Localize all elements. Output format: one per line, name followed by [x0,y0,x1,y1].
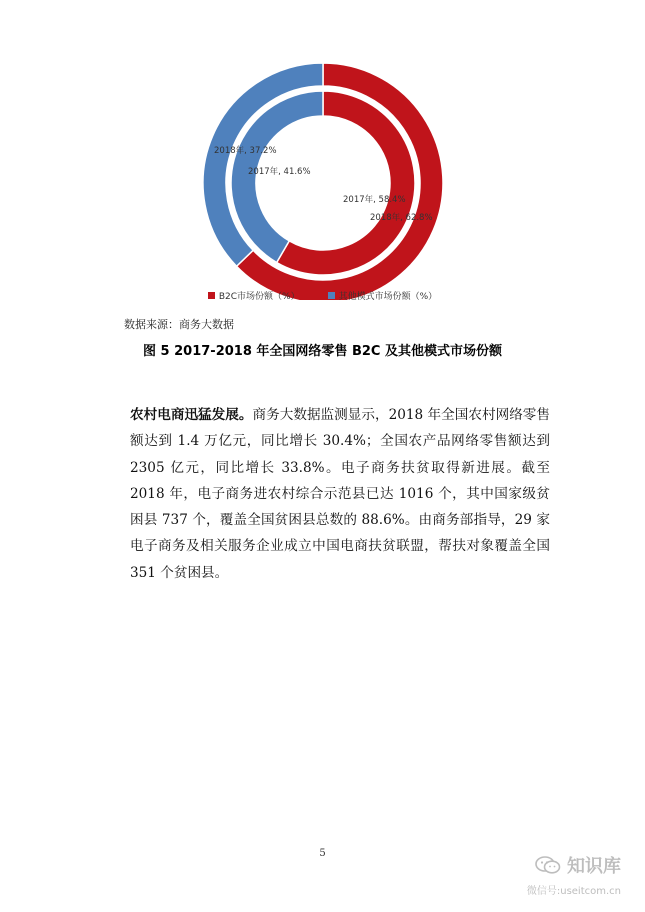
figure-caption: 图 5 2017-2018 年全国网络零售 B2C 及其他模式市场份额 [143,344,502,359]
watermark [527,852,621,897]
paragraph-body: 商务大数据监测显示，2018 年全国农村网络零售额达到 1.4 万亿元，同比增长 30.4%；全国农产品网络零售额达到 2305 亿元，同比增长 33.8%。电子商务扶贫取得新进展。截至 2018 年，电子商务进农村综合示范县已达 1016 个，其中国家级贫困县 737 个，覆盖全国贫困县总数的 88.6%。由商务部指导，29 家电子商务及相关服务企业成立中国电商扶贫联盟，帮扶对象覆盖全国 351 个贫困县。 [130,407,551,581]
legend-swatch-other [328,292,335,299]
legend-item-b2c [208,289,300,302]
donut-chart [0,0,645,300]
slice-label-inner-0: 2017年, 58.4% [343,195,406,205]
wechat-icon [535,855,561,875]
watermark-sub: 微信号:useitcom.cn [526,886,621,897]
paragraph-lead: 农村电商迅猛发展。 [130,407,253,423]
watermark-name: 知识库 [567,856,621,877]
body-paragraph [130,402,550,586]
legend-swatch-b2c [208,292,215,299]
chart-legend [0,289,645,302]
legend-item-other [328,289,438,302]
slice-label-inner-1: 2017年, 41.6% [248,167,311,177]
page-number: 5 [319,848,326,859]
legend-label-other: 其他模式市场份额（%） [338,292,438,302]
source-note: 数据来源：商务大数据 [124,318,234,331]
slice-label-outer-1: 2018年, 37.2% [214,146,277,156]
slice-label-outer-0: 2018年, 62.8% [370,213,433,223]
legend-label-b2c: B2C市场份额（%） [218,292,300,302]
